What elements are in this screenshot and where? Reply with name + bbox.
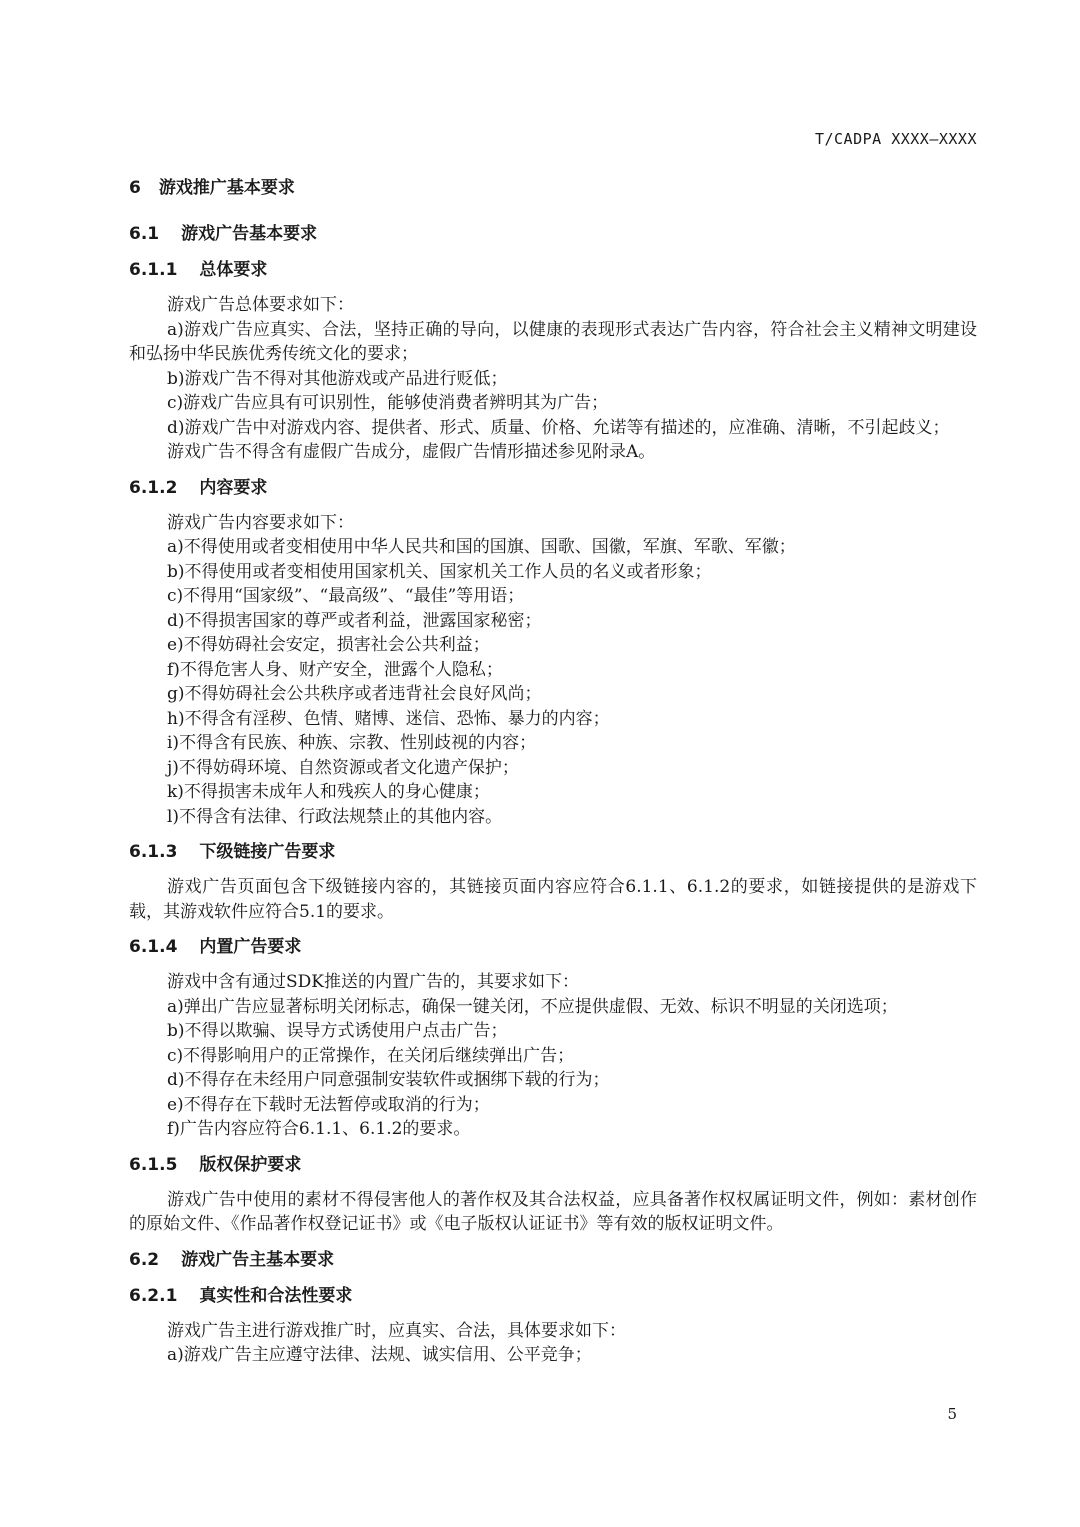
list-item: c)游戏广告应具有可识别性，能够使消费者辨明其为广告； bbox=[167, 393, 609, 413]
list-item: j)不得妨碍环境、自然资源或者文化遗产保护； bbox=[167, 757, 519, 778]
list-item: f)广告内容应符合6.1.1、6.1.2的要求。 bbox=[167, 1119, 471, 1139]
list-item: f)不得危害人身、财产安全，泄露个人隐私； bbox=[167, 659, 503, 680]
document-code: T/CADPA XXXX—XXXX bbox=[814, 130, 977, 148]
section-heading-6-1-2 bbox=[129, 476, 977, 500]
section-number: 6.1.4 bbox=[129, 937, 178, 957]
list-item: g)不得妨碍社会公共秩序或者违背社会良好风尚； bbox=[167, 684, 542, 704]
section-number: 6.1.5 bbox=[129, 1154, 178, 1175]
list-item: h)不得含有淫秽、色情、赌博、迷信、恐怖、暴力的内容； bbox=[167, 708, 610, 729]
list-item: d)不得存在未经用户同意强制安装软件或捆绑下载的行为； bbox=[167, 1070, 610, 1090]
section-heading-6-1-1 bbox=[129, 258, 977, 282]
list-item: b)不得以欺骗、误导方式诱使用户点击广告； bbox=[167, 1021, 508, 1041]
section-number: 6.1.2 bbox=[129, 477, 178, 498]
paragraph: 游戏广告中使用的素材不得侵害他人的著作权及其合法权益，应具备著作权权属证明文件，例如：素材创作的原始文件、《作品著作权登记证书》或《电子版权认证证书》等有效的版权证明文件。 bbox=[129, 1189, 977, 1234]
paragraph-intro: 游戏中含有通过SDK推送的内置广告的，其要求如下： bbox=[167, 972, 579, 992]
paragraph-closing: 游戏广告不得含有虚假广告成分，虚假广告情形描述参见附录A。 bbox=[167, 442, 656, 462]
list-item: b)不得使用或者变相使用国家机关、国家机关工作人员的名义或者形象； bbox=[167, 561, 712, 582]
list-item: i)不得含有民族、种族、宗教、性别歧视的内容； bbox=[167, 733, 537, 753]
list-item: a)弹出广告应显著标明关闭标志，确保一键关闭，不应提供虚假、无效、标识不明显的关闭选项； bbox=[167, 996, 898, 1017]
section-title: 游戏推广基本要求 bbox=[158, 178, 295, 198]
section-title: 游戏广告基本要求 bbox=[181, 224, 318, 244]
list-item: b)游戏广告不得对其他游戏或产品进行贬低； bbox=[167, 368, 508, 389]
section-number: 6 bbox=[129, 178, 141, 198]
section-number: 6.1.1 bbox=[129, 260, 178, 280]
section-title: 真实性和合法性要求 bbox=[199, 1285, 353, 1306]
paragraph-intro: 游戏广告内容要求如下： bbox=[167, 512, 354, 533]
section-number: 6.1 bbox=[129, 224, 160, 244]
section-heading-6-2-1 bbox=[129, 1284, 977, 1308]
list-item: a)游戏广告应真实、合法，坚持正确的导向，以健康的表现形式表达广告内容，符合社会主义精神文明建设和弘扬中华民族优秀传统文化的要求； bbox=[129, 319, 977, 364]
section-title: 内容要求 bbox=[199, 477, 268, 498]
list-item: a)不得使用或者变相使用中华人民共和国的国旗、国歌、国徽，军旗、军歌、军徽； bbox=[167, 537, 796, 557]
section-title: 下级链接广告要求 bbox=[199, 842, 336, 862]
section-heading-6-1-4 bbox=[129, 935, 977, 959]
section-title: 内置广告要求 bbox=[199, 937, 302, 957]
document-body bbox=[129, 176, 977, 1368]
list-item: c)不得影响用户的正常操作，在关闭后继续弹出广告； bbox=[167, 1045, 575, 1066]
list-item: c)不得用“国家级”、“最高级”、“最佳”等用语； bbox=[167, 586, 525, 606]
page-number: 5 bbox=[947, 1405, 957, 1423]
section-title: 总体要求 bbox=[199, 260, 268, 280]
paragraph-intro: 游戏广告总体要求如下： bbox=[167, 295, 354, 315]
list-item: d)不得损害国家的尊严或者利益，泄露国家秘密； bbox=[167, 610, 542, 631]
section-number: 6.2.1 bbox=[129, 1285, 178, 1306]
section-number: 6.2 bbox=[129, 1249, 160, 1270]
paragraph-intro: 游戏广告主进行游戏推广时，应真实、合法，具体要求如下： bbox=[167, 1320, 626, 1341]
list-item: a)游戏广告主应遵守法律、法规、诚实信用、公平竞争； bbox=[167, 1345, 592, 1365]
section-number: 6.1.3 bbox=[129, 842, 178, 862]
section-heading-6-1-3 bbox=[129, 840, 977, 864]
section-heading-6-2 bbox=[129, 1248, 977, 1272]
list-item: e)不得妨碍社会安定，损害社会公共利益； bbox=[167, 635, 490, 655]
list-item: e)不得存在下载时无法暂停或取消的行为； bbox=[167, 1094, 490, 1115]
section-heading-6-1 bbox=[129, 222, 977, 246]
list-item: k)不得损害未成年人和残疾人的身心健康； bbox=[167, 782, 490, 802]
list-item: d)游戏广告中对游戏内容、提供者、形式、质量、价格、允诺等有描述的，应准确、清晰，不引起歧义； bbox=[167, 417, 950, 438]
section-heading-6-1-5 bbox=[129, 1153, 977, 1177]
list-item: l)不得含有法律、行政法规禁止的其他内容。 bbox=[167, 806, 503, 827]
section-heading-6 bbox=[129, 176, 977, 200]
paragraph: 游戏广告页面包含下级链接内容的，其链接页面内容应符合6.1.1、6.1.2的要求，如链接提供的是游戏下载，其游戏软件应符合5.1的要求。 bbox=[129, 877, 977, 922]
section-title: 游戏广告主基本要求 bbox=[181, 1249, 335, 1270]
section-title: 版权保护要求 bbox=[199, 1154, 302, 1175]
